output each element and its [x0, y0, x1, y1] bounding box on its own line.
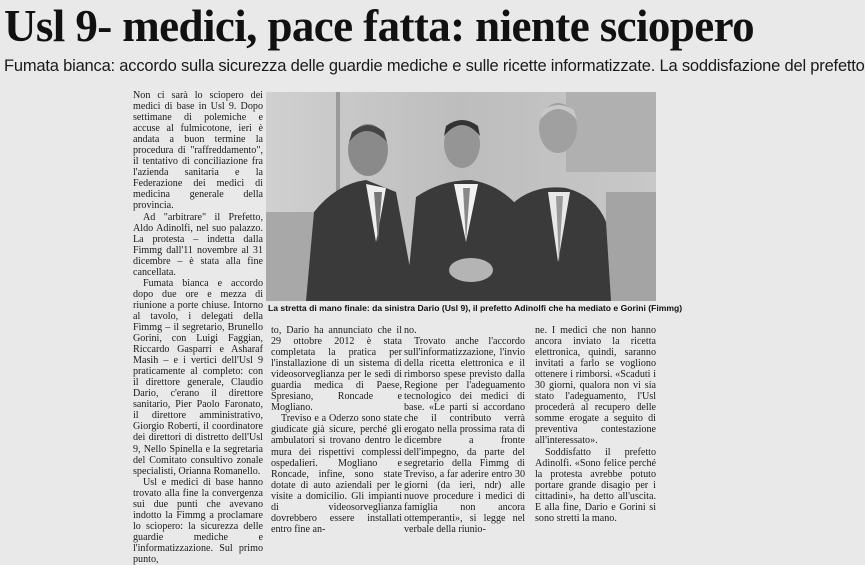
article-column-1	[133, 90, 263, 565]
news-photo	[266, 92, 656, 301]
col3-paragraph-1: no.	[404, 325, 417, 336]
photo-caption: La stretta di mano finale: da sinistra Dario (Usl 9), il prefetto Adinolfi che ha mediato e Gorini (Fimmg)	[268, 303, 683, 313]
subheadline: Fumata bianca: accordo sulla sicurezza delle guardie mediche e sulle ricette informatizzate. La soddisfazione del prefetto	[4, 57, 865, 75]
col2-paragraph-2: Treviso e a Oderzo sono state giudicate già sicure, perché gli ambulatori si trovano dentro le mura dei rispettivi complessi ospedalieri. Mogliano e Roncade, infine, sono state dotate di auto aziendali per le visite a domicilio. Gli impianti di videosorveglianza dovrebbero essere installati entro fine an-	[271, 413, 402, 535]
col1-paragraph-2: Ad "arbitrare" il Prefetto, Aldo Adinolfi, nel suo palazzo. La protesta – indetta dalla Fimmg dall'11 novembre al 31 dicembre – è stata alla fine cancellata.	[133, 211, 263, 278]
col1-paragraph-4: Usl e medici di base hanno trovato alla fine la convergenza sui due punti che avevano indotto la Fimmg a proclamare lo sciopero: la sicurezza delle guardie mediche e l'informatizzazione. Sul primo punto,	[133, 476, 263, 565]
col1-paragraph-3: Fumata bianca e accordo dopo due ore e mezza di riunione a porte chiuse. Intorno al tavolo, i delegati della Fimmg – il segretario, Brunello Gorini, con Luigi Faggian, Riccardo Gasparri e Asharaf Masih – e i vertici dell'Usl 9 praticamente al completo: con il direttore generale, Claudio Dario, c'erano il direttore sanitario, Pier Paolo Faronato, il direttore amministrativo, Giorgio Roberti, il coordinatore dei direttori di distretto dell'Usl 9, Nello Spinella e la segretaria del Comitato consultivo zonale specialisti, Orianna Romanello.	[133, 277, 263, 477]
col1-paragraph-1: Non ci sarà lo sciopero dei medici di base in Usl 9. Dopo settimane di polemiche e accuse al fulmicotone, ieri è andata a buon termine la procedura di "raffreddamento", il tentativo di conciliazione fra l'azienda sanitaria e la Federazione dei medici di medicina generale della provincia.	[133, 90, 263, 212]
headline: Usl 9- medici, pace fatta: niente sciopero	[4, 1, 755, 51]
article-column-2	[271, 325, 402, 535]
col4-paragraph-2: Soddisfatto il prefetto Adinolfi. «Sono felice perché la protesta avrebbe potuto portare grande disagio per i cittadini», ha detto all'uscita. E alla fine, Dario e Gorini si sono stretti la mano.	[535, 446, 656, 524]
article-column-3	[404, 325, 525, 535]
col4-paragraph-1: ne. I medici che non hanno ancora inviato la ricetta elettronica, quindi, saranno invitati a farlo se vogliono ottenere i rimborsi. «Scaduti i 30 giorni, qualora non vi sia stato l'adeguamento, l'Usl procederà al recupero delle somme erogate a seguito di preventiva contestazione all'interessato».	[535, 325, 656, 447]
article-column-4	[535, 325, 656, 524]
col2-paragraph-1: to, Dario ha annunciato che il 29 ottobre 2012 è stata completata la pratica per l'installazione di un sistema di videosorveglianza per le sedi di guardia medica di Paese, Spresiano, Roncade e Mogliano.	[271, 325, 402, 414]
col3-paragraph-2: Trovato anche l'accordo sull'informatizzazione, l'invio della ricetta elettronica e il rimborso spese previsto dalla Regione per l'adeguamento tecnologico dei medici di base. «Le parti si accordano che il contributo verrà erogato nella prossima rata di dicembre a fronte dell'impegno, da parte del segretario della Fimmg di Treviso, a far aderire entro 30 giorni (da ieri, ndr) alle nuove procedure i medici di famiglia non ancora ottemperanti», si legge nel verbale della riunio-	[404, 336, 525, 535]
